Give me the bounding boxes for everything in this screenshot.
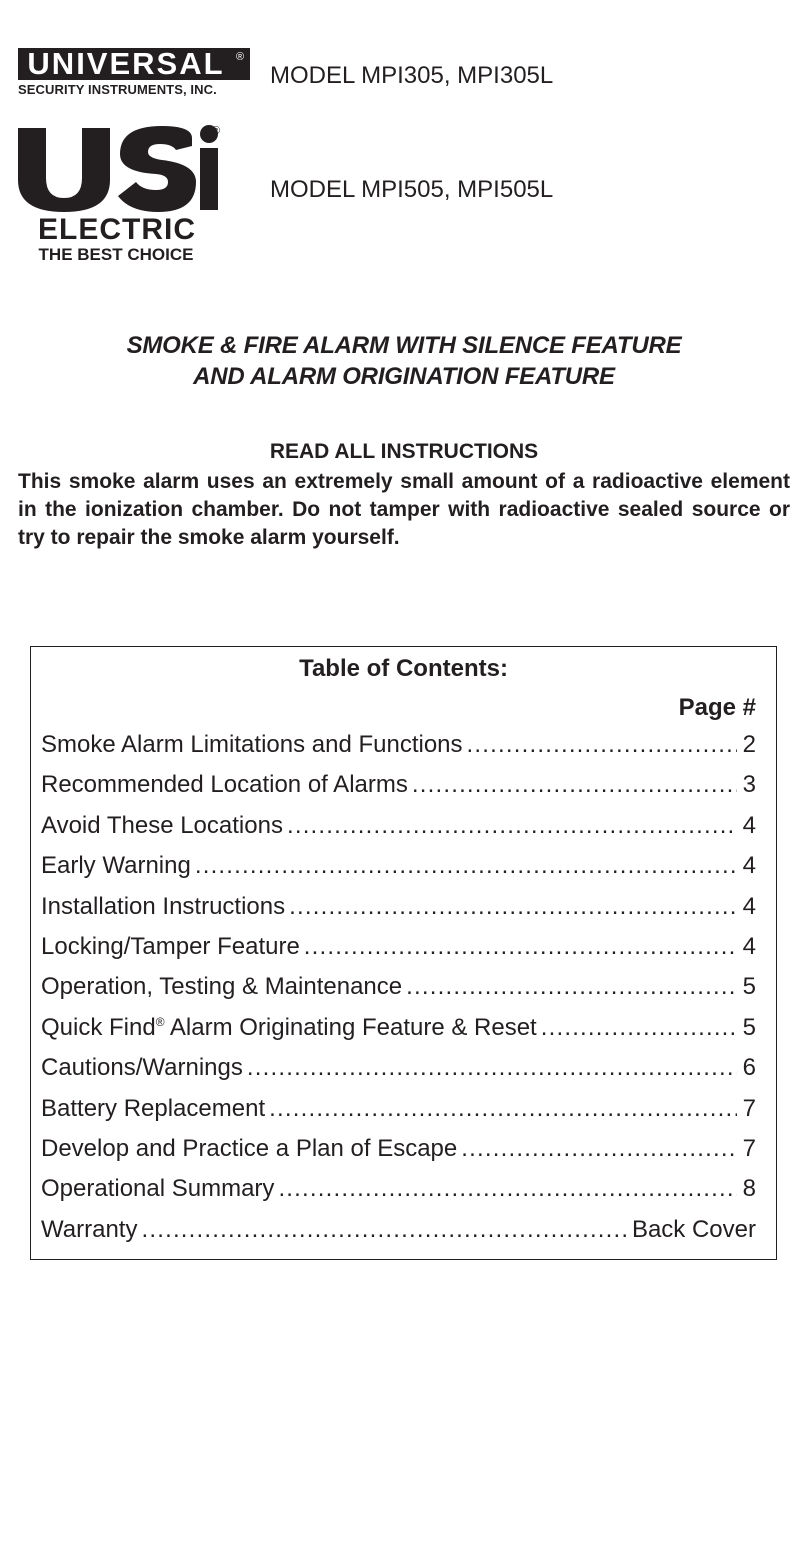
toc-entry-label: Locking/Tamper Feature bbox=[41, 932, 300, 960]
toc-entry[interactable] bbox=[41, 852, 756, 892]
toc-leader-dots bbox=[541, 1014, 737, 1042]
toc-leader-dots bbox=[278, 1175, 736, 1203]
universal-wordmark-text: UNIVERSAL bbox=[27, 46, 225, 81]
toc-leader-dots bbox=[289, 893, 737, 921]
toc-leader-dots bbox=[304, 933, 737, 961]
toc-entry[interactable] bbox=[41, 893, 756, 933]
toc-entry-label-start: Quick Find bbox=[41, 1013, 156, 1041]
toc-title: Table of Contents: bbox=[299, 655, 508, 682]
toc-entry-page: 7 bbox=[742, 1094, 756, 1122]
toc-leader-dots bbox=[247, 1054, 737, 1082]
toc-entry-page: 3 bbox=[742, 771, 756, 799]
toc-entry-label: Cautions/Warnings bbox=[41, 1054, 243, 1082]
universal-subtitle: SECURITY INSTRUMENTS, INC. bbox=[18, 82, 217, 97]
toc-entry[interactable] bbox=[41, 771, 756, 811]
toc-entry[interactable] bbox=[41, 1095, 756, 1135]
toc-entry-label: Smoke Alarm Limitations and Functions bbox=[41, 731, 463, 758]
toc-entry[interactable] bbox=[41, 933, 756, 973]
toc-leader-dots bbox=[412, 771, 737, 799]
model-line-1: MODEL MPI305, MPI305L bbox=[270, 62, 554, 89]
toc-entry-label: Early Warning bbox=[41, 852, 191, 880]
read-instructions-heading: READ ALL INSTRUCTIONS bbox=[269, 440, 539, 463]
toc-list bbox=[41, 731, 756, 1256]
toc-entry-label: Recommended Location of Alarms bbox=[41, 771, 408, 799]
toc-entry-label: Develop and Practice a Plan of Escape bbox=[41, 1134, 458, 1162]
toc-entry-label: Battery Replacement bbox=[41, 1094, 266, 1122]
toc-entry-label: Installation Instructions bbox=[41, 892, 286, 920]
toc-entry-page: 5 bbox=[742, 973, 756, 1001]
toc-leader-dots bbox=[195, 852, 737, 880]
toc-entry-label-rest: Alarm Originating Feature & Reset bbox=[164, 1013, 537, 1041]
usi-logo-graphic bbox=[16, 120, 226, 266]
toc-entry-page: 4 bbox=[742, 892, 756, 920]
table-of-contents bbox=[30, 646, 777, 1260]
toc-entry-page: 5 bbox=[742, 1013, 756, 1041]
universal-logo bbox=[18, 46, 252, 97]
toc-leader-dots bbox=[467, 731, 737, 759]
toc-entry-page: 2 bbox=[742, 731, 756, 758]
universal-registered-mark: ® bbox=[236, 51, 245, 63]
toc-entry-label bbox=[41, 1014, 541, 1042]
usi-tagline: THE BEST CHOICE bbox=[38, 245, 194, 264]
registered-mark: ® bbox=[155, 1014, 165, 1029]
toc-entry-page: 6 bbox=[742, 1054, 756, 1082]
toc-entry[interactable] bbox=[41, 731, 756, 771]
toc-entry[interactable] bbox=[41, 1216, 756, 1256]
toc-entry-label: Avoid These Locations bbox=[41, 811, 283, 839]
toc-entry-label: Operation, Testing & Maintenance bbox=[41, 973, 403, 1001]
toc-entry-page: 8 bbox=[742, 1175, 756, 1203]
headline-line-1: SMOKE & FIRE ALARM WITH SILENCE FEATURE bbox=[126, 332, 682, 359]
toc-entry[interactable] bbox=[41, 1175, 756, 1215]
toc-entry[interactable] bbox=[41, 1014, 756, 1054]
toc-leader-dots bbox=[406, 973, 737, 1001]
toc-entry[interactable] bbox=[41, 812, 756, 852]
toc-entry-page: 4 bbox=[742, 852, 756, 880]
toc-entry-page: 4 bbox=[742, 932, 756, 960]
model-line-2: MODEL MPI505, MPI505L bbox=[270, 176, 554, 203]
toc-leader-dots bbox=[141, 1216, 625, 1244]
usi-electric-logo bbox=[16, 120, 226, 266]
toc-page-column-header: Page # bbox=[678, 694, 756, 721]
usi-electric-text: ELECTRIC bbox=[38, 213, 196, 246]
universal-wordmark bbox=[18, 46, 250, 82]
toc-entry-page: 7 bbox=[742, 1134, 756, 1162]
toc-leader-dots bbox=[287, 812, 737, 840]
usi-registered-mark: ® bbox=[212, 125, 221, 137]
toc-entry[interactable] bbox=[41, 1135, 756, 1175]
toc-entry[interactable] bbox=[41, 973, 756, 1013]
radioactive-warning-text: This smoke alarm uses an extremely small amount of a radioactive element in the ionization chamber. Do not tamper with radioactive sealed source or try to repair the smoke alarm yourself. bbox=[18, 470, 790, 549]
toc-leader-dots bbox=[461, 1135, 736, 1163]
toc-entry-label: Operational Summary bbox=[41, 1175, 275, 1203]
toc-entry-label: Warranty bbox=[41, 1215, 138, 1243]
toc-entry-page: 4 bbox=[742, 811, 756, 839]
toc-leader-dots bbox=[269, 1095, 737, 1123]
headline-line-2: AND ALARM ORIGINATION FEATURE bbox=[193, 363, 615, 390]
product-headline bbox=[0, 330, 808, 392]
toc-entry-page: Back Cover bbox=[631, 1215, 756, 1243]
toc-entry[interactable] bbox=[41, 1054, 756, 1094]
